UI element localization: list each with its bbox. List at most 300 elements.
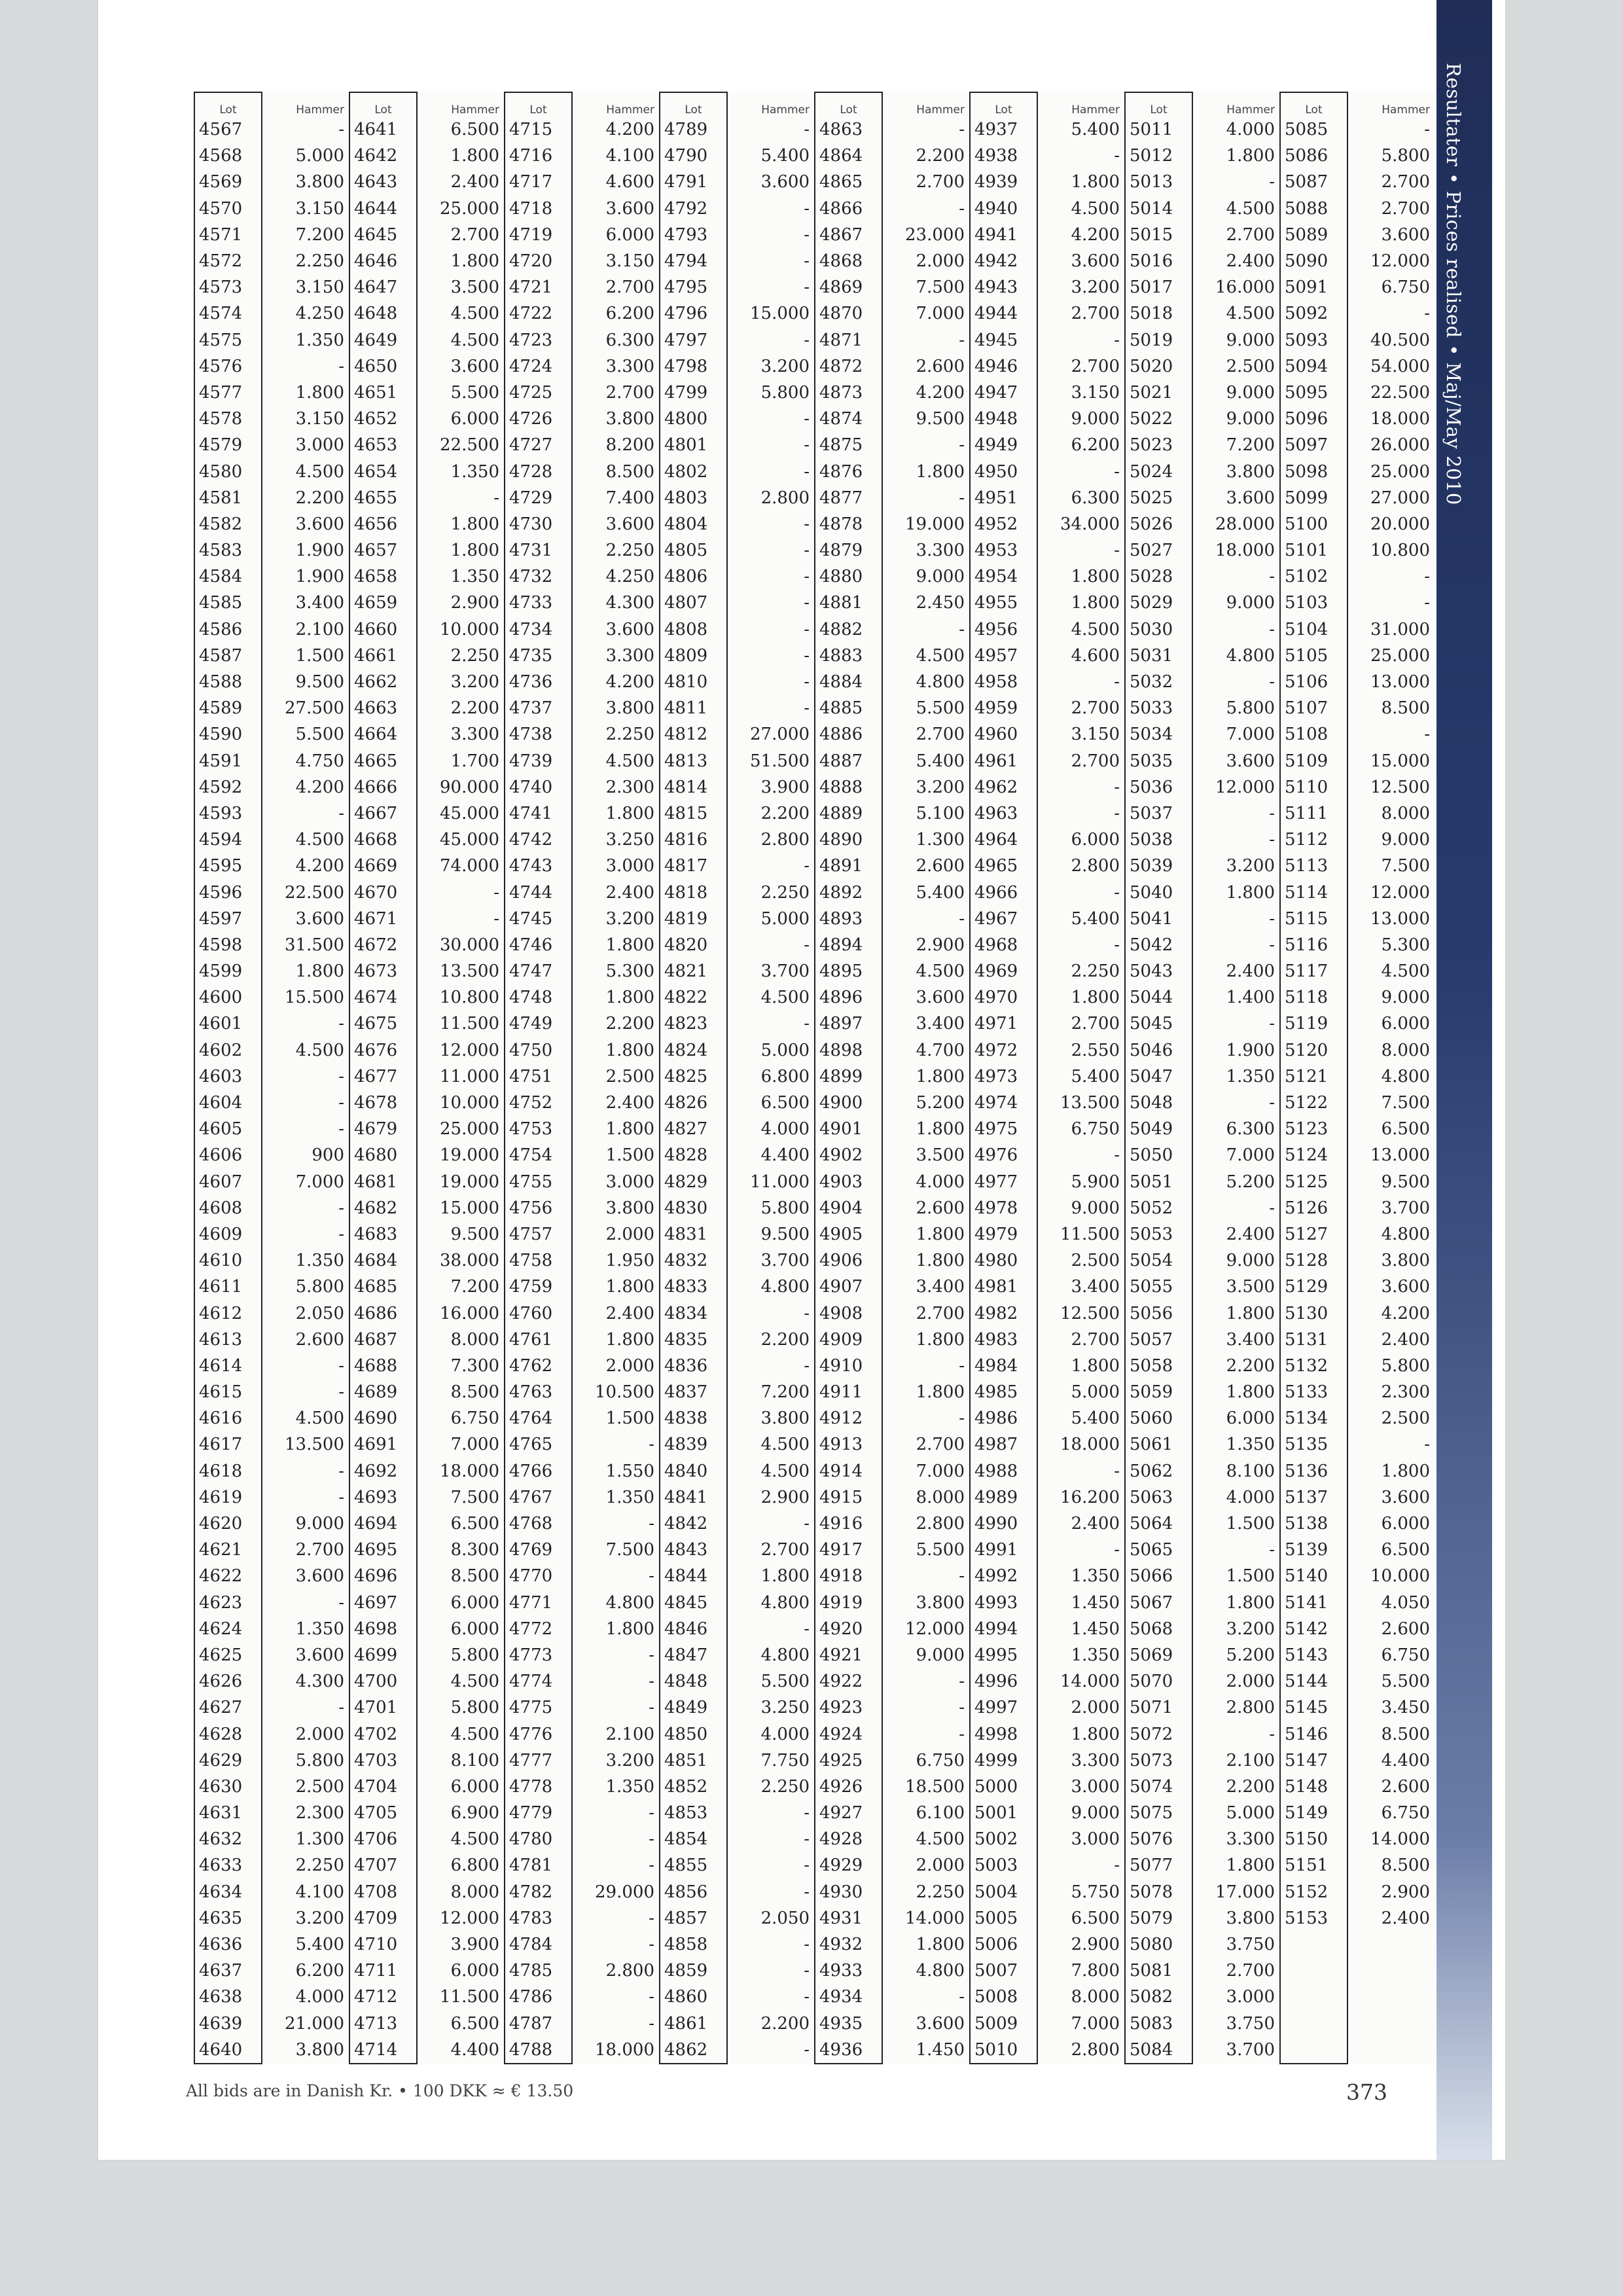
hammer-price: - — [1114, 777, 1120, 797]
lot-number: 4870 — [815, 300, 882, 327]
hammer-price: 1.800 — [605, 1040, 654, 1060]
hammer-price: 1.900 — [295, 567, 344, 587]
lot-number: 4589 — [194, 695, 262, 721]
hammer-price: 2.700 — [760, 1540, 810, 1560]
hammer-price: 5.400 — [1071, 120, 1120, 140]
table-row — [194, 1064, 1435, 1090]
lot-number: 4674 — [349, 984, 417, 1011]
hammer-price: 6.750 — [450, 1408, 499, 1429]
hammer-price: 13.500 — [285, 1435, 344, 1455]
lot-number: 4830 — [660, 1195, 727, 1221]
hammer-price: 3.000 — [605, 1172, 654, 1192]
hammer-price: 8.500 — [1381, 1724, 1430, 1744]
hammer-price: 7.200 — [760, 1382, 810, 1403]
hammer-price: 7.400 — [605, 488, 654, 508]
lot-number: 4859 — [660, 1958, 727, 1984]
hammer-price: 4.500 — [295, 830, 344, 850]
lot-number: 4600 — [194, 984, 262, 1011]
lot-number: 5097 — [1280, 432, 1347, 458]
lot-number: 5040 — [1125, 879, 1192, 905]
hammer-price: 10.000 — [440, 619, 499, 639]
lot-number: 5065 — [1125, 1537, 1192, 1563]
hammer-price: 9.000 — [295, 1514, 344, 1534]
lot-number: 4963 — [970, 800, 1037, 827]
lot-number: 4942 — [970, 248, 1037, 274]
lot-number: 4937 — [970, 117, 1037, 143]
lot-number: 5069 — [1125, 1642, 1192, 1668]
lot-number: 4815 — [660, 800, 727, 827]
hammer-price: 3.700 — [760, 961, 810, 982]
hammer-price: 2.700 — [916, 1303, 965, 1323]
hammer-price: 1.550 — [605, 1461, 654, 1481]
hammer-price: - — [959, 1355, 965, 1376]
lot-number: 4858 — [660, 1931, 727, 1958]
hammer-price: 2.800 — [1226, 1698, 1275, 1718]
lot-number: 4714 — [349, 2037, 417, 2064]
hammer-price: 6.000 — [1381, 1014, 1430, 1034]
hammer-price: 3.600 — [295, 1645, 344, 1665]
hammer-price: 2.800 — [605, 1961, 654, 1981]
lot-number: 5071 — [1125, 1695, 1192, 1721]
hammer-price: 1.800 — [1226, 1856, 1275, 1876]
hammer-price: 2.900 — [1071, 1935, 1120, 1955]
hammer-price: 3.600 — [450, 356, 499, 376]
hammer-price: - — [959, 908, 965, 929]
hammer-price: 2.700 — [916, 1435, 965, 1455]
lot-number: 4806 — [660, 564, 727, 590]
hammer-price: - — [1114, 882, 1120, 903]
lot-number: 5110 — [1280, 774, 1347, 800]
hammer-price: 3.400 — [1226, 1329, 1275, 1350]
hammer-price: 3.200 — [1226, 1619, 1275, 1639]
hammer-price: 29.000 — [595, 1882, 654, 1902]
lot-number: 4962 — [970, 774, 1037, 800]
hammer-price: - — [1114, 672, 1120, 692]
hammer-price: 3.750 — [1226, 1935, 1275, 1955]
hammer-price: 4.300 — [605, 593, 654, 613]
hammer-price: 3.000 — [1071, 1829, 1120, 1850]
lot-number: 4913 — [815, 1431, 882, 1458]
lot-number: 5057 — [1125, 1327, 1192, 1353]
hammer-price: 4.500 — [916, 961, 965, 982]
lot-number: 4970 — [970, 984, 1037, 1011]
hammer-header: Hammer — [606, 103, 654, 117]
lot-number: 4849 — [660, 1695, 727, 1721]
lot-number: 5091 — [1280, 274, 1347, 300]
lot-number: 4922 — [815, 1668, 882, 1695]
hammer-price: 7.200 — [295, 224, 344, 245]
hammer-price: 2.500 — [1381, 1408, 1430, 1429]
lot-number: 4671 — [349, 906, 417, 932]
lot-number — [1280, 2011, 1347, 2037]
table-row — [194, 827, 1435, 853]
table-row — [194, 1668, 1435, 1695]
hammer-price: 1.800 — [1226, 146, 1275, 166]
hammer-price: 2.700 — [1226, 1961, 1275, 1981]
lot-number: 5037 — [1125, 800, 1192, 827]
prices-realised-table — [194, 92, 1436, 2064]
hammer-price: 23.000 — [905, 224, 965, 245]
lot-number: 4709 — [349, 1905, 417, 1931]
hammer-price: 1.300 — [295, 1829, 344, 1850]
hammer-price: 2.050 — [295, 1303, 344, 1323]
lot-number: 4836 — [660, 1353, 727, 1379]
hammer-price: 4.500 — [450, 330, 499, 350]
hammer-price: 8.500 — [605, 461, 654, 482]
lot-number: 4871 — [815, 327, 882, 353]
hammer-price: 22.500 — [285, 882, 344, 903]
lot-number: 5030 — [1125, 617, 1192, 643]
lot-number: 5081 — [1125, 1958, 1192, 1984]
hammer-price: 5.100 — [916, 803, 965, 823]
hammer-price: 27.000 — [1370, 488, 1430, 508]
lot-number: 4578 — [194, 406, 262, 432]
hammer-price: 2.700 — [1071, 304, 1120, 324]
lot-number: 5145 — [1280, 1695, 1347, 1721]
lot-number: 4868 — [815, 248, 882, 274]
lot-number: 5138 — [1280, 1511, 1347, 1537]
hammer-price: 6.000 — [1071, 830, 1120, 850]
lot-number: 4788 — [505, 2037, 572, 2064]
lot-number: 4984 — [970, 1353, 1037, 1379]
hammer-price: 8.000 — [1381, 803, 1430, 823]
hammer-price: - — [959, 1566, 965, 1587]
hammer-price: 1.350 — [295, 1619, 344, 1639]
hammer-price: 1.800 — [1071, 567, 1120, 587]
hammer-price: 7.500 — [605, 1540, 654, 1560]
lot-number: 4730 — [505, 511, 572, 537]
hammer-price: 1.500 — [605, 1408, 654, 1429]
lot-number: 4777 — [505, 1748, 572, 1774]
hammer-price: - — [804, 330, 810, 350]
hammer-price: 9.500 — [1381, 1172, 1430, 1192]
lot-number: 4990 — [970, 1511, 1037, 1537]
lot-number: 4713 — [349, 2011, 417, 2037]
lot-number: 5153 — [1280, 1905, 1347, 1931]
hammer-price: 1.900 — [1226, 1040, 1275, 1060]
hammer-price: 4.500 — [1226, 304, 1275, 324]
lot-number: 4658 — [349, 564, 417, 590]
lot-number: 4791 — [660, 169, 727, 195]
table-row — [194, 300, 1435, 327]
lot-number: 4917 — [815, 1537, 882, 1563]
hammer-price: - — [1269, 1724, 1275, 1744]
hammer-price: 3.000 — [1226, 1987, 1275, 2007]
lot-number: 4992 — [970, 1563, 1037, 1589]
table-row — [194, 1484, 1435, 1511]
hammer-price: 11.500 — [1060, 1224, 1120, 1244]
lot-number: 4959 — [970, 695, 1037, 721]
hammer-price: - — [1269, 1093, 1275, 1113]
lot-number: 4776 — [505, 1721, 572, 1747]
hammer-price: 1.350 — [295, 330, 344, 350]
lot-number: 4750 — [505, 1037, 572, 1064]
hammer-price: 4.800 — [1381, 1066, 1430, 1086]
hammer-price: 4.500 — [1226, 198, 1275, 219]
hammer-price: 2.000 — [916, 1856, 965, 1876]
lot-number: 4957 — [970, 643, 1037, 669]
hammer-price: 14.000 — [905, 1908, 965, 1928]
lot-number: 4764 — [505, 1405, 572, 1431]
lot-number: 4854 — [660, 1826, 727, 1852]
hammer-price: 2.400 — [450, 172, 499, 192]
lot-number: 5012 — [1125, 143, 1192, 169]
lot-number: 4857 — [660, 1905, 727, 1931]
hammer-price — [1347, 2011, 1435, 2037]
hammer-price: 4.500 — [760, 1435, 810, 1455]
lot-number: 5104 — [1280, 617, 1347, 643]
hammer-price: 25.000 — [440, 1119, 499, 1139]
hammer-price: 9.000 — [1071, 409, 1120, 429]
lot-number: 4983 — [970, 1327, 1037, 1353]
hammer-price: 2.800 — [1071, 856, 1120, 876]
lot-number: 4964 — [970, 827, 1037, 853]
lot-number: 5003 — [970, 1852, 1037, 1878]
hammer-price: 4.500 — [916, 645, 965, 666]
lot-number: 4582 — [194, 511, 262, 537]
lot-number: 5075 — [1125, 1800, 1192, 1826]
lot-number: 4685 — [349, 1274, 417, 1300]
lot-header: Lot — [349, 92, 417, 117]
hammer-price: 18.000 — [1215, 541, 1275, 561]
lot-number: 5048 — [1125, 1090, 1192, 1116]
lot-number: 5055 — [1125, 1274, 1192, 1300]
lot-number: 4813 — [660, 748, 727, 774]
lot-number: 4767 — [505, 1484, 572, 1511]
lot-number: 5140 — [1280, 1563, 1347, 1589]
hammer-price: 1.800 — [916, 1935, 965, 1955]
lot-number: 4770 — [505, 1563, 572, 1589]
lot-number: 4850 — [660, 1721, 727, 1747]
lot-number: 4927 — [815, 1800, 882, 1826]
hammer-price: 2.500 — [605, 1066, 654, 1086]
hammer-price: - — [804, 198, 810, 219]
lot-number: 4848 — [660, 1668, 727, 1695]
lot-number: 4705 — [349, 1800, 417, 1826]
hammer-price: 3.250 — [605, 830, 654, 850]
lot-number: 4988 — [970, 1458, 1037, 1484]
lot-number: 4827 — [660, 1116, 727, 1142]
hammer-price: 4.500 — [1381, 961, 1430, 982]
lot-number: 4897 — [815, 1011, 882, 1037]
hammer-price: 1.800 — [1071, 593, 1120, 613]
hammer-price: 16.000 — [1215, 278, 1275, 298]
lot-number: 4643 — [349, 169, 417, 195]
lot-number: 4667 — [349, 800, 417, 827]
lot-number: 4642 — [349, 143, 417, 169]
lot-number: 4903 — [815, 1169, 882, 1195]
hammer-price: 3.150 — [295, 278, 344, 298]
hammer-price: 90.000 — [440, 777, 499, 797]
hammer-price: 1.800 — [1226, 1303, 1275, 1323]
hammer-price: 4.050 — [1381, 1592, 1430, 1613]
lot-number: 5007 — [970, 1958, 1037, 1984]
lot-number: 4979 — [970, 1221, 1037, 1247]
hammer-price: - — [959, 435, 965, 456]
lot-number: 5123 — [1280, 1116, 1347, 1142]
lot-number: 4995 — [970, 1642, 1037, 1668]
hammer-price: - — [649, 1698, 654, 1718]
lot-header: Lot — [660, 92, 727, 117]
lot-number: 4592 — [194, 774, 262, 800]
lot-number: 4588 — [194, 669, 262, 695]
hammer-price: - — [804, 672, 810, 692]
lot-number: 5044 — [1125, 984, 1192, 1011]
lot-number: 4775 — [505, 1695, 572, 1721]
hammer-price: 6.750 — [1381, 278, 1430, 298]
lot-number: 4914 — [815, 1458, 882, 1484]
hammer-price: 3.600 — [916, 988, 965, 1008]
hammer-price: 4.700 — [916, 1040, 965, 1060]
lot-number: 4567 — [194, 117, 262, 143]
hammer-price: 3.500 — [916, 1145, 965, 1166]
hammer-price: 7.000 — [1071, 2013, 1120, 2034]
lot-number: 4812 — [660, 721, 727, 747]
lot-number: 4977 — [970, 1169, 1037, 1195]
lot-number: 5017 — [1125, 274, 1192, 300]
lot-number: 4874 — [815, 406, 882, 432]
hammer-price: 1.350 — [605, 1487, 654, 1507]
hammer-price: - — [493, 882, 499, 903]
lot-number: 5148 — [1280, 1774, 1347, 1800]
hammer-price: 9.500 — [450, 1224, 499, 1244]
table-row — [194, 958, 1435, 984]
lot-number: 4614 — [194, 1353, 262, 1379]
lot-number: 4728 — [505, 458, 572, 484]
hammer-price: 2.400 — [1381, 1329, 1430, 1350]
lot-number: 4759 — [505, 1274, 572, 1300]
lot-number: 4644 — [349, 196, 417, 222]
lot-number: 4729 — [505, 485, 572, 511]
table-row — [194, 169, 1435, 195]
lot-number: 4617 — [194, 1431, 262, 1458]
lot-number: 4925 — [815, 1748, 882, 1774]
lot-number: 5098 — [1280, 458, 1347, 484]
lot-number: 4940 — [970, 196, 1037, 222]
hammer-price: 9.000 — [1226, 1251, 1275, 1271]
hammer-price: 9.000 — [1226, 593, 1275, 613]
hammer-price: 2.400 — [1381, 1908, 1430, 1928]
hammer-price: - — [493, 908, 499, 929]
hammer-price: 10.000 — [1370, 1566, 1430, 1587]
hammer-header: Hammer — [1226, 103, 1275, 117]
hammer-price: - — [959, 120, 965, 140]
lot-number: 5100 — [1280, 511, 1347, 537]
lot-number: 5053 — [1125, 1221, 1192, 1247]
lot-number: 4707 — [349, 1852, 417, 1878]
table-row — [194, 984, 1435, 1011]
lot-number: 4747 — [505, 958, 572, 984]
hammer-price: 51.500 — [750, 751, 810, 771]
lot-number: 5064 — [1125, 1511, 1192, 1537]
hammer-price: 6.000 — [605, 224, 654, 245]
hammer-price: 5.300 — [605, 961, 654, 982]
lot-number: 4783 — [505, 1905, 572, 1931]
lot-number: 5114 — [1280, 879, 1347, 905]
table-row — [194, 721, 1435, 747]
table-row — [194, 143, 1435, 169]
lot-number: 4892 — [815, 879, 882, 905]
hammer-price: 19.000 — [905, 514, 965, 534]
hammer-price: 5.200 — [1226, 1645, 1275, 1665]
hammer-price: 3.500 — [1226, 1277, 1275, 1297]
hammer-price: 3.700 — [1381, 1198, 1430, 1218]
lot-number: 4629 — [194, 1748, 262, 1774]
lot-number: 4731 — [505, 537, 572, 564]
hammer-price: 2.400 — [1226, 1224, 1275, 1244]
lot-number: 4976 — [970, 1142, 1037, 1168]
lot-number: 4898 — [815, 1037, 882, 1064]
lot-number: 5024 — [1125, 458, 1192, 484]
lot-number: 4569 — [194, 169, 262, 195]
hammer-price: - — [804, 409, 810, 429]
lot-number — [1280, 1984, 1347, 2010]
hammer-price: 6.200 — [605, 304, 654, 324]
hammer-price: 5.400 — [916, 882, 965, 903]
hammer-price: 1.350 — [1226, 1066, 1275, 1086]
lot-number: 5093 — [1280, 327, 1347, 353]
hammer-price: 2.600 — [1381, 1619, 1430, 1639]
hammer-price: 1.800 — [916, 1329, 965, 1350]
lot-number: 5061 — [1125, 1431, 1192, 1458]
hammer-price: 6.900 — [450, 1803, 499, 1823]
lot-number: 4572 — [194, 248, 262, 274]
lot-number: 4971 — [970, 1011, 1037, 1037]
hammer-price: 1.450 — [1071, 1619, 1120, 1639]
hammer-price: 2.700 — [605, 382, 654, 403]
hammer-price: 5.800 — [295, 1750, 344, 1770]
lot-number: 5068 — [1125, 1616, 1192, 1642]
lot-number: 4745 — [505, 906, 572, 932]
hammer-price: 9.000 — [916, 567, 965, 587]
hammer-price: - — [804, 1303, 810, 1323]
lot-number: 5149 — [1280, 1800, 1347, 1826]
table-row — [194, 1774, 1435, 1800]
hammer-price: 5.200 — [916, 1093, 965, 1113]
hammer-price: 12.500 — [1370, 777, 1430, 797]
hammer-price: - — [804, 698, 810, 719]
hammer-price: - — [959, 488, 965, 508]
hammer-price: 17.000 — [1215, 1882, 1275, 1902]
hammer-price: 4.500 — [760, 988, 810, 1008]
hammer-price: - — [1269, 935, 1275, 955]
hammer-price: 3.150 — [295, 198, 344, 219]
lot-number: 4921 — [815, 1642, 882, 1668]
hammer-price: 2.200 — [760, 2013, 810, 2034]
lot-number: 4846 — [660, 1616, 727, 1642]
lot-number: 5004 — [970, 1879, 1037, 1905]
lot-number: 4847 — [660, 1642, 727, 1668]
lot-number — [1280, 2037, 1347, 2064]
hammer-price: 4.250 — [605, 567, 654, 587]
lot-header: Lot — [505, 92, 572, 117]
hammer-price: 1.700 — [450, 751, 499, 771]
lot-number: 4757 — [505, 1221, 572, 1247]
lot-number: 4924 — [815, 1721, 882, 1747]
hammer-price: 54.000 — [1370, 356, 1430, 376]
hammer-price: - — [804, 514, 810, 534]
hammer-price: 2.900 — [916, 935, 965, 955]
table-row — [194, 327, 1435, 353]
hammer-header: Hammer — [296, 103, 344, 117]
lot-number: 4996 — [970, 1668, 1037, 1695]
lot-number: 4803 — [660, 485, 727, 511]
hammer-price: 1.800 — [450, 251, 499, 272]
hammer-price: 4.000 — [1226, 120, 1275, 140]
hammer-price: 4.500 — [295, 1040, 344, 1060]
table-row — [194, 248, 1435, 274]
lot-number: 5131 — [1280, 1327, 1347, 1353]
